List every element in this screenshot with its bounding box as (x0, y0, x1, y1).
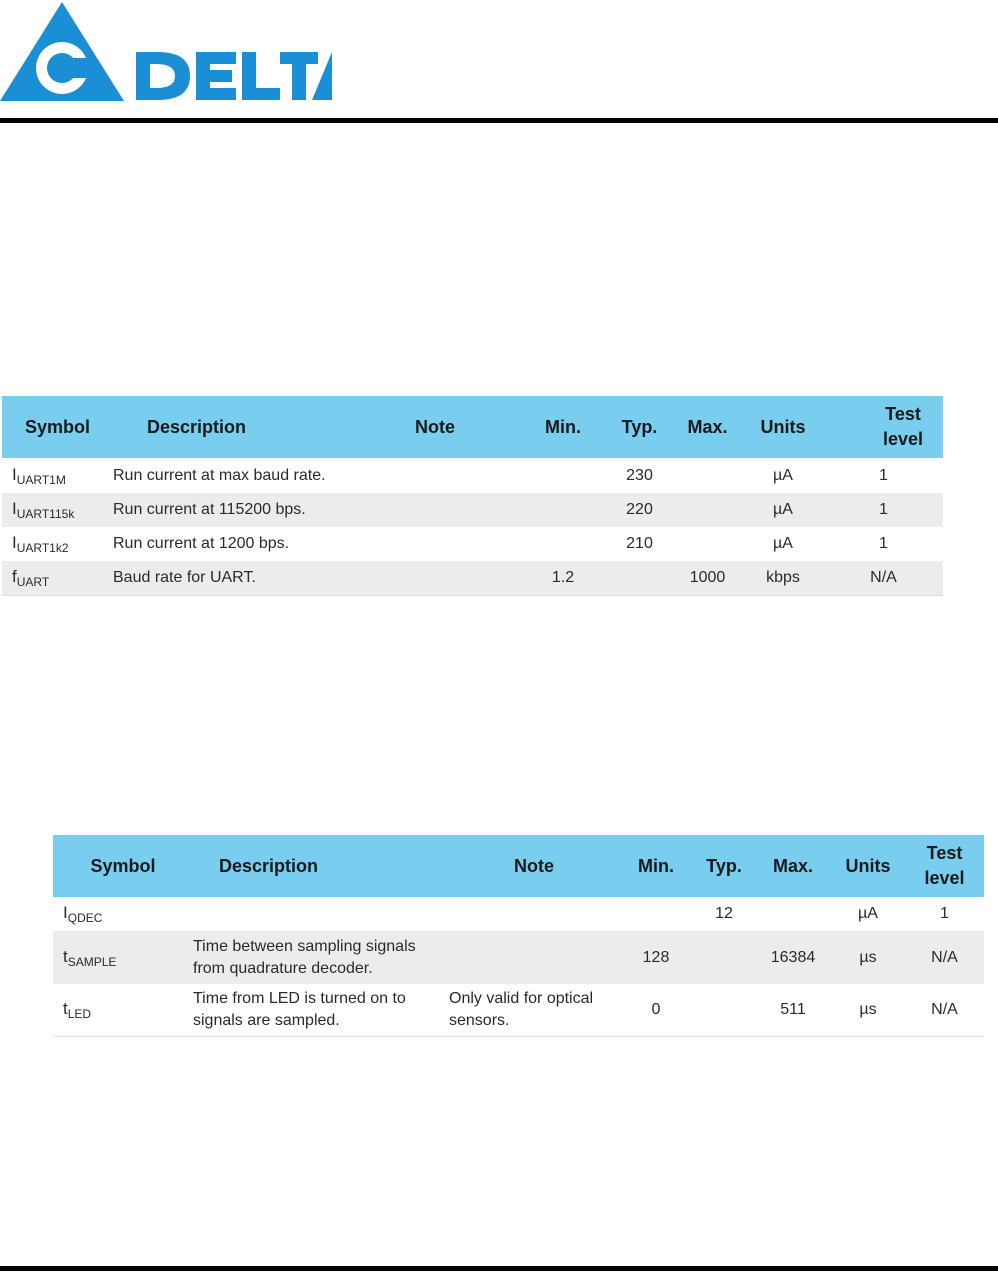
test-level-cell: 1 (824, 493, 943, 527)
units-cell: µA (773, 466, 793, 484)
typ-cell (693, 931, 755, 984)
test-level-cell: 1 (879, 466, 888, 484)
table-row (2, 527, 943, 561)
note-cell (449, 897, 619, 931)
table-header-row (53, 835, 984, 897)
table-row (2, 458, 943, 493)
symbol-cell: $I_{UART115k}$ (2, 493, 113, 527)
min-cell (619, 897, 693, 931)
symbol-cell: $I_{UART1M}$ (12, 464, 66, 487)
test-level-cell: 1 (940, 905, 949, 922)
units-cell: µA (858, 905, 878, 922)
col-description: Description (193, 835, 449, 897)
units-cell: µs (831, 931, 905, 984)
col-symbol: Symbol (2, 396, 113, 458)
min-cell: 1.2 (520, 561, 606, 596)
typ-cell (606, 561, 673, 596)
col-max: Max. (755, 835, 831, 897)
col-min: Min. (520, 396, 606, 458)
typ-cell (693, 984, 755, 1037)
typ-cell: 12 (715, 905, 733, 922)
col-units: Units (742, 396, 824, 458)
header-rule (0, 118, 998, 123)
col-typ: Typ. (693, 835, 755, 897)
typ-cell: 230 (626, 466, 653, 484)
description-cell: Run current at 1200 bps. (113, 535, 290, 552)
description-cell: Time between sampling signals from quadrature decoder. (193, 931, 449, 984)
col-symbol: Symbol (53, 835, 193, 897)
min-cell: 128 (619, 931, 693, 984)
description-cell: Time from LED is turned on to signals are sampled. (193, 984, 449, 1037)
units-cell: µs (831, 984, 905, 1037)
col-test-level: Test level (824, 396, 943, 458)
description-cell: Run current at max baud rate. (113, 466, 326, 484)
symbol-cell: $t_{SAMPLE}$ (53, 931, 193, 984)
note-cell: Only valid for optical sensors. (449, 984, 619, 1037)
description-cell: Run current at 115200 bps. (113, 493, 350, 527)
max-cell (755, 897, 831, 931)
table-row (53, 931, 984, 984)
footer-rule (0, 1266, 998, 1271)
note-cell (350, 561, 520, 596)
min-cell (520, 493, 606, 527)
max-cell: 1000 (673, 561, 742, 596)
symbol-cell: $I_{UART1k2}$ (12, 533, 69, 555)
max-cell: 16384 (755, 931, 831, 984)
col-note: Note (449, 835, 619, 897)
max-cell (673, 493, 742, 527)
min-cell (520, 527, 606, 561)
qdec-spec-table (53, 835, 984, 1037)
col-test-level: Test level (905, 835, 984, 897)
units-cell: µA (773, 535, 793, 552)
delta-logo (0, 0, 335, 104)
table-row (53, 897, 984, 931)
note-cell (449, 931, 619, 984)
min-cell (520, 458, 606, 493)
max-cell (673, 527, 742, 561)
symbol-cell: $I_{QDEC}$ (63, 903, 103, 925)
description-cell (193, 897, 449, 931)
test-level-cell: 1 (879, 535, 888, 552)
max-cell: 511 (755, 984, 831, 1037)
col-description: Description (113, 396, 350, 458)
min-cell: 0 (619, 984, 693, 1037)
test-level-cell: N/A (824, 561, 943, 596)
description-cell: Baud rate for UART. (113, 561, 350, 596)
max-cell (673, 458, 742, 493)
note-cell (350, 493, 520, 527)
note-cell (350, 527, 520, 561)
symbol-cell: $f_{UART}$ (2, 561, 113, 596)
col-min: Min. (619, 835, 693, 897)
col-units: Units (831, 835, 905, 897)
test-level-cell: N/A (905, 931, 984, 984)
col-max: Max. (673, 396, 742, 458)
table-row (2, 561, 943, 596)
table-row (2, 493, 943, 527)
uart-spec-table (2, 396, 943, 596)
symbol-cell: $t_{LED}$ (53, 984, 193, 1037)
note-cell (350, 458, 520, 493)
col-typ: Typ. (606, 396, 673, 458)
typ-cell: 210 (626, 535, 653, 552)
table-header-row (2, 396, 943, 458)
table-row (53, 984, 984, 1037)
col-note: Note (350, 396, 520, 458)
test-level-cell: N/A (905, 984, 984, 1037)
units-cell: kbps (742, 561, 824, 596)
units-cell: µA (742, 493, 824, 527)
typ-cell: 220 (606, 493, 673, 527)
